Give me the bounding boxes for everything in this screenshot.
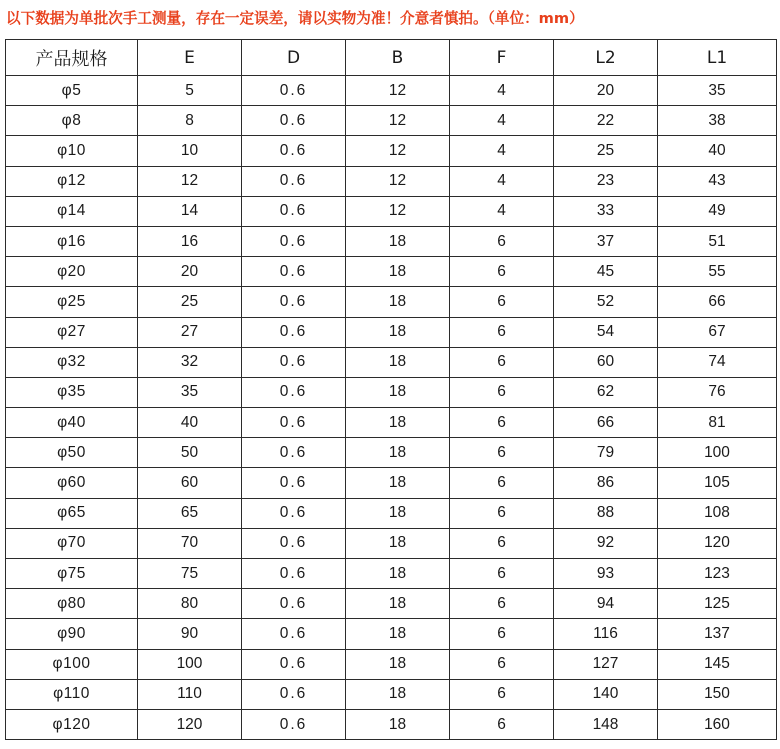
b-cell: 18 xyxy=(346,347,450,377)
table-row xyxy=(6,166,777,196)
l1-cell: 108 xyxy=(658,498,777,528)
d-cell: 0.6 xyxy=(242,408,346,438)
l1-cell: 120 xyxy=(658,528,777,558)
d-cell: 0.6 xyxy=(242,528,346,558)
b-cell: 18 xyxy=(346,559,450,589)
spec-cell: φ120 xyxy=(6,709,138,739)
spec-cell: φ27 xyxy=(6,317,138,347)
header-d: D xyxy=(242,40,346,76)
measurement-notice: 以下数据为单批次手工测量，存在一定误差，请以实物为准！介意者慎拍。（单位：mm） xyxy=(6,10,584,27)
f-cell: 6 xyxy=(450,649,554,679)
d-cell: 0.6 xyxy=(242,709,346,739)
l2-cell: 140 xyxy=(554,679,658,709)
e-cell: 80 xyxy=(138,589,242,619)
table-row xyxy=(6,679,777,709)
e-cell: 70 xyxy=(138,528,242,558)
table-row xyxy=(6,438,777,468)
e-cell: 27 xyxy=(138,317,242,347)
l2-cell: 92 xyxy=(554,528,658,558)
b-cell: 18 xyxy=(346,226,450,256)
f-cell: 6 xyxy=(450,438,554,468)
e-cell: 8 xyxy=(138,106,242,136)
e-cell: 40 xyxy=(138,408,242,438)
f-cell: 4 xyxy=(450,196,554,226)
l1-cell: 123 xyxy=(658,559,777,589)
f-cell: 6 xyxy=(450,619,554,649)
l1-cell: 43 xyxy=(658,166,777,196)
f-cell: 4 xyxy=(450,106,554,136)
d-cell: 0.6 xyxy=(242,438,346,468)
b-cell: 18 xyxy=(346,408,450,438)
f-cell: 6 xyxy=(450,226,554,256)
spec-cell: φ110 xyxy=(6,679,138,709)
table-row xyxy=(6,709,777,739)
e-cell: 60 xyxy=(138,468,242,498)
l1-cell: 35 xyxy=(658,76,777,106)
table-row xyxy=(6,76,777,106)
l2-cell: 62 xyxy=(554,377,658,407)
spec-cell: φ14 xyxy=(6,196,138,226)
f-cell: 6 xyxy=(450,287,554,317)
b-cell: 12 xyxy=(346,76,450,106)
b-cell: 18 xyxy=(346,649,450,679)
spec-cell: φ32 xyxy=(6,347,138,377)
b-cell: 18 xyxy=(346,498,450,528)
l2-cell: 93 xyxy=(554,559,658,589)
d-cell: 0.6 xyxy=(242,498,346,528)
l2-cell: 20 xyxy=(554,76,658,106)
d-cell: 0.6 xyxy=(242,649,346,679)
e-cell: 5 xyxy=(138,76,242,106)
f-cell: 6 xyxy=(450,377,554,407)
f-cell: 4 xyxy=(450,166,554,196)
l1-cell: 81 xyxy=(658,408,777,438)
table-row xyxy=(6,559,777,589)
header-e: E xyxy=(138,40,242,76)
spec-cell: φ10 xyxy=(6,136,138,166)
spec-cell: φ40 xyxy=(6,408,138,438)
f-cell: 6 xyxy=(450,709,554,739)
d-cell: 0.6 xyxy=(242,559,346,589)
e-cell: 100 xyxy=(138,649,242,679)
table-row xyxy=(6,257,777,287)
spec-cell: φ70 xyxy=(6,528,138,558)
e-cell: 14 xyxy=(138,196,242,226)
header-l2: L2 xyxy=(554,40,658,76)
b-cell: 12 xyxy=(346,136,450,166)
spec-cell: φ75 xyxy=(6,559,138,589)
b-cell: 12 xyxy=(346,106,450,136)
b-cell: 18 xyxy=(346,377,450,407)
f-cell: 6 xyxy=(450,589,554,619)
b-cell: 18 xyxy=(346,589,450,619)
spec-cell: φ65 xyxy=(6,498,138,528)
b-cell: 18 xyxy=(346,619,450,649)
e-cell: 12 xyxy=(138,166,242,196)
e-cell: 50 xyxy=(138,438,242,468)
header-b: B xyxy=(346,40,450,76)
b-cell: 18 xyxy=(346,679,450,709)
l2-cell: 60 xyxy=(554,347,658,377)
l1-cell: 38 xyxy=(658,106,777,136)
b-cell: 18 xyxy=(346,287,450,317)
spec-cell: φ16 xyxy=(6,226,138,256)
d-cell: 0.6 xyxy=(242,347,346,377)
e-cell: 20 xyxy=(138,257,242,287)
e-cell: 75 xyxy=(138,559,242,589)
l2-cell: 86 xyxy=(554,468,658,498)
b-cell: 18 xyxy=(346,438,450,468)
b-cell: 12 xyxy=(346,166,450,196)
l1-cell: 137 xyxy=(658,619,777,649)
l1-cell: 40 xyxy=(658,136,777,166)
l2-cell: 79 xyxy=(554,438,658,468)
d-cell: 0.6 xyxy=(242,287,346,317)
b-cell: 18 xyxy=(346,709,450,739)
f-cell: 6 xyxy=(450,408,554,438)
table-row xyxy=(6,106,777,136)
spec-cell: φ60 xyxy=(6,468,138,498)
f-cell: 4 xyxy=(450,76,554,106)
b-cell: 18 xyxy=(346,257,450,287)
l1-cell: 66 xyxy=(658,287,777,317)
b-cell: 12 xyxy=(346,196,450,226)
spec-cell: φ20 xyxy=(6,257,138,287)
d-cell: 0.6 xyxy=(242,679,346,709)
d-cell: 0.6 xyxy=(242,377,346,407)
l1-cell: 160 xyxy=(658,709,777,739)
f-cell: 6 xyxy=(450,559,554,589)
d-cell: 0.6 xyxy=(242,468,346,498)
l1-cell: 100 xyxy=(658,438,777,468)
table-row xyxy=(6,498,777,528)
table-row xyxy=(6,226,777,256)
spec-cell: φ5 xyxy=(6,76,138,106)
l2-cell: 116 xyxy=(554,619,658,649)
spec-cell: φ25 xyxy=(6,287,138,317)
f-cell: 6 xyxy=(450,528,554,558)
l2-cell: 127 xyxy=(554,649,658,679)
l2-cell: 23 xyxy=(554,166,658,196)
d-cell: 0.6 xyxy=(242,106,346,136)
e-cell: 35 xyxy=(138,377,242,407)
spec-cell: φ12 xyxy=(6,166,138,196)
table-row xyxy=(6,589,777,619)
l2-cell: 94 xyxy=(554,589,658,619)
e-cell: 32 xyxy=(138,347,242,377)
b-cell: 18 xyxy=(346,317,450,347)
b-cell: 18 xyxy=(346,528,450,558)
table-row xyxy=(6,196,777,226)
d-cell: 0.6 xyxy=(242,619,346,649)
spec-cell: φ80 xyxy=(6,589,138,619)
e-cell: 120 xyxy=(138,709,242,739)
d-cell: 0.6 xyxy=(242,136,346,166)
d-cell: 0.6 xyxy=(242,166,346,196)
l2-cell: 66 xyxy=(554,408,658,438)
d-cell: 0.6 xyxy=(242,317,346,347)
table-body xyxy=(6,76,777,740)
d-cell: 0.6 xyxy=(242,76,346,106)
f-cell: 6 xyxy=(450,679,554,709)
table-row xyxy=(6,317,777,347)
l2-cell: 22 xyxy=(554,106,658,136)
e-cell: 10 xyxy=(138,136,242,166)
l2-cell: 33 xyxy=(554,196,658,226)
l2-cell: 37 xyxy=(554,226,658,256)
l2-cell: 148 xyxy=(554,709,658,739)
l2-cell: 54 xyxy=(554,317,658,347)
table-row xyxy=(6,649,777,679)
l2-cell: 88 xyxy=(554,498,658,528)
d-cell: 0.6 xyxy=(242,196,346,226)
f-cell: 4 xyxy=(450,136,554,166)
spec-cell: φ90 xyxy=(6,619,138,649)
l1-cell: 150 xyxy=(658,679,777,709)
f-cell: 6 xyxy=(450,317,554,347)
l1-cell: 55 xyxy=(658,257,777,287)
spec-cell: φ8 xyxy=(6,106,138,136)
table-row xyxy=(6,408,777,438)
l2-cell: 45 xyxy=(554,257,658,287)
l1-cell: 105 xyxy=(658,468,777,498)
table-row xyxy=(6,468,777,498)
l1-cell: 145 xyxy=(658,649,777,679)
table-row xyxy=(6,619,777,649)
l1-cell: 51 xyxy=(658,226,777,256)
table-row xyxy=(6,287,777,317)
header-spec: 产品规格 xyxy=(6,40,138,76)
l1-cell: 67 xyxy=(658,317,777,347)
table-row xyxy=(6,377,777,407)
e-cell: 25 xyxy=(138,287,242,317)
l1-cell: 76 xyxy=(658,377,777,407)
table-header-row xyxy=(6,40,777,76)
d-cell: 0.6 xyxy=(242,257,346,287)
d-cell: 0.6 xyxy=(242,589,346,619)
e-cell: 16 xyxy=(138,226,242,256)
l1-cell: 74 xyxy=(658,347,777,377)
header-f: F xyxy=(450,40,554,76)
d-cell: 0.6 xyxy=(242,226,346,256)
spec-table xyxy=(5,39,777,740)
table-row xyxy=(6,528,777,558)
l1-cell: 49 xyxy=(658,196,777,226)
e-cell: 90 xyxy=(138,619,242,649)
f-cell: 6 xyxy=(450,468,554,498)
spec-cell: φ35 xyxy=(6,377,138,407)
spec-cell: φ100 xyxy=(6,649,138,679)
l2-cell: 52 xyxy=(554,287,658,317)
f-cell: 6 xyxy=(450,257,554,287)
l2-cell: 25 xyxy=(554,136,658,166)
f-cell: 6 xyxy=(450,347,554,377)
table-row xyxy=(6,136,777,166)
l1-cell: 125 xyxy=(658,589,777,619)
e-cell: 110 xyxy=(138,679,242,709)
f-cell: 6 xyxy=(450,498,554,528)
table-row xyxy=(6,347,777,377)
b-cell: 18 xyxy=(346,468,450,498)
header-l1: L1 xyxy=(658,40,777,76)
e-cell: 65 xyxy=(138,498,242,528)
spec-cell: φ50 xyxy=(6,438,138,468)
